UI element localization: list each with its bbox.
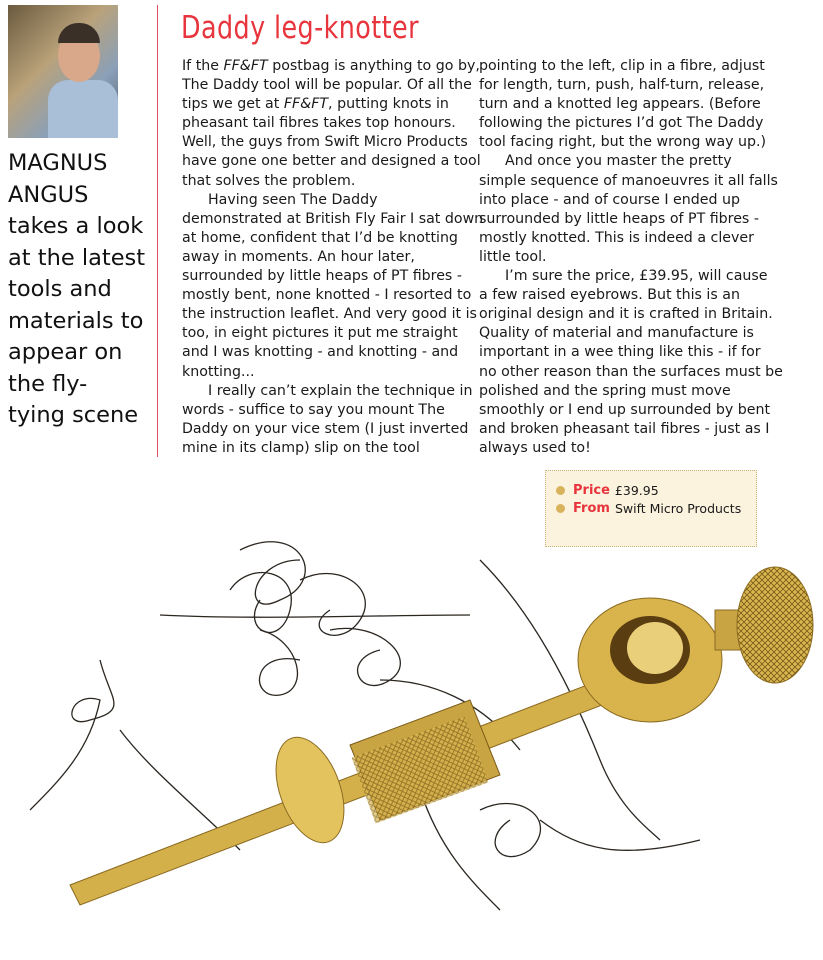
price-label: Price [573, 483, 610, 498]
text-segment: for length, turn, push, half-turn, release, [479, 77, 765, 94]
text-segment: surrounded by little heaps of PT fibres - [182, 268, 462, 285]
text-segment: important in a wee thing like this - if for [479, 344, 761, 361]
text-segment: original design and it is crafted in Britain. [479, 306, 773, 323]
product-photo [0, 520, 823, 960]
text-line [479, 305, 783, 324]
text-line [182, 210, 483, 229]
text-segment: following the pictures I’d got The Daddy [479, 115, 764, 132]
text-line [182, 172, 483, 191]
text-segment: little tool. [479, 248, 547, 265]
intro-line: MAGNUS [8, 150, 108, 176]
text-segment: mostly bent, none knotted - I resorted to [182, 287, 472, 304]
text-segment: too, in eight pictures it put me straight [182, 325, 458, 342]
column-divider [157, 5, 158, 457]
text-segment: The Daddy tool will be popular. Of all the [182, 77, 472, 94]
text-segment: have gone one better and designed a tool [182, 153, 481, 170]
text-segment: Having seen The Daddy [208, 191, 378, 208]
intro-line: ANGUS [8, 181, 89, 208]
text-line [182, 191, 483, 210]
text-line [479, 191, 783, 210]
intro-line: tools and [8, 276, 112, 302]
text-line [182, 286, 483, 305]
text-segment: simple sequence of manoeuvres it all falls [479, 172, 778, 189]
text-line [479, 382, 783, 401]
text-line [479, 57, 783, 76]
text-segment: at home, confident that I’d be knotting [182, 229, 458, 246]
text-line [479, 114, 783, 133]
text-line [182, 248, 483, 267]
from-row [556, 501, 741, 516]
bullet-icon [556, 504, 565, 513]
text-segment: tool facing right, but the wrong way up.) [479, 134, 767, 151]
text-line [182, 114, 483, 133]
text-line [182, 363, 483, 382]
text-line [182, 401, 483, 420]
intro-line: the fly- [8, 370, 88, 397]
text-segment: Well, the guys from Swift Micro Products [182, 134, 468, 151]
text-line [479, 76, 783, 95]
text-line [182, 267, 483, 286]
text-line [182, 343, 483, 362]
text-segment: into place - and of course I ended up [479, 191, 740, 208]
publication-name: FF&FT [223, 58, 268, 74]
intro-line: tying scene [8, 402, 139, 428]
text-segment: , putting knots in [328, 96, 449, 113]
text-line [479, 286, 783, 305]
brass-tool [70, 567, 813, 905]
author-intro [8, 148, 153, 432]
text-segment: I’m sure the price, £39.95, will cause [505, 268, 768, 285]
body-column-1 [182, 57, 483, 458]
text-segment: away in moments. An hour later, [182, 248, 415, 265]
text-segment: Quality of material and manufacture is [479, 325, 754, 342]
intro-line: at the latest [8, 244, 146, 271]
text-segment: demonstrated at British Fly Fair I sat down [182, 210, 484, 227]
text-line [479, 172, 783, 191]
text-line [182, 382, 483, 401]
text-segment: And once you master the pretty [505, 153, 732, 170]
text-segment: and I was knotting - and knotting - and [182, 344, 459, 361]
text-line [182, 76, 483, 95]
text-line [182, 420, 483, 439]
text-line [479, 210, 783, 229]
text-segment: turn and a knotted leg appears. (Before [479, 96, 761, 113]
text-line [182, 305, 483, 324]
text-line [479, 343, 783, 362]
text-segment: Daddy on your vice stem (I just inverted [182, 420, 469, 437]
text-segment: smoothly or I end up surrounded by bent [479, 401, 771, 418]
text-line [479, 267, 783, 286]
text-line [182, 229, 483, 248]
text-segment: tips we get at [182, 96, 284, 113]
pheasant-fibres [30, 542, 700, 910]
price-row [556, 483, 659, 498]
text-line [182, 57, 483, 76]
from-value: Swift Micro Products [614, 501, 742, 516]
price-box [545, 470, 757, 547]
text-segment: knotting... [182, 363, 255, 380]
price-value: £39.95 [614, 483, 659, 498]
from-label: From [573, 501, 610, 516]
text-segment: the instruction leaflet. And very good it is [182, 306, 477, 323]
text-segment: words - suffice to say you mount The [182, 401, 445, 418]
text-line [479, 248, 783, 267]
text-line [182, 439, 483, 458]
text-line [479, 152, 783, 171]
text-line [479, 420, 783, 439]
article-title: Daddy leg-knotter [181, 10, 419, 46]
text-line [479, 95, 783, 114]
text-segment: pheasant tail fibres takes top honours. [182, 115, 456, 132]
intro-line: takes a look [8, 213, 144, 239]
text-segment: a few raised eyebrows. But this is an [479, 287, 740, 304]
text-segment: always used to! [479, 439, 591, 456]
publication-name: FF&FT [283, 96, 329, 113]
text-segment: surrounded by little heaps of PT fibres - [479, 210, 759, 227]
text-segment: that solves the problem. [182, 172, 356, 189]
text-segment: and broken pheasant tail fibres - just as I [479, 420, 770, 437]
intro-line: appear on [8, 339, 123, 365]
text-line [479, 401, 783, 420]
text-segment: no other reason than the surfaces must be [479, 363, 783, 380]
intro-line: materials to [8, 307, 144, 334]
text-line [479, 324, 783, 343]
text-segment: pointing to the left, clip in a fibre, adjust [479, 58, 765, 74]
author-photo [8, 5, 118, 138]
text-segment: polished and the spring must move [479, 382, 731, 399]
text-line [479, 439, 783, 458]
text-line [182, 152, 483, 171]
text-segment: I really can’t explain the technique in [208, 382, 473, 399]
text-line [182, 95, 483, 114]
text-line [479, 133, 783, 152]
bullet-icon [556, 486, 565, 495]
text-line [182, 133, 483, 152]
text-line [479, 363, 783, 382]
body-column-2 [479, 57, 783, 458]
text-segment: mine in its clamp) slip on the tool [182, 439, 420, 456]
text-segment: postbag is anything to go by, [267, 58, 480, 74]
text-line [182, 324, 483, 343]
text-segment: mostly knotted. This is indeed a clever [479, 229, 754, 246]
text-segment: If the [182, 58, 224, 74]
text-line [479, 229, 783, 248]
